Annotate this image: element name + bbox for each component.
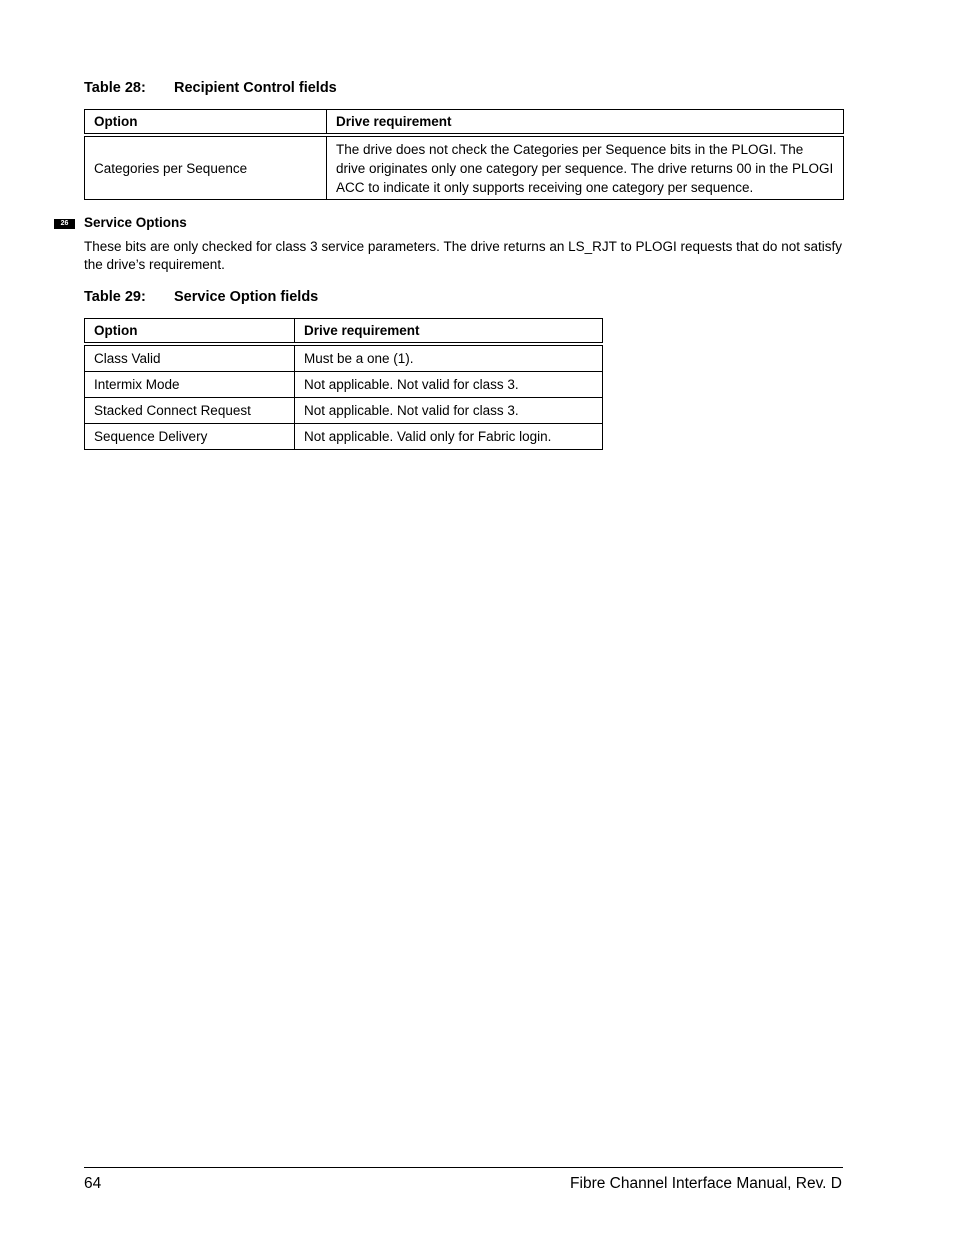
table-28-number: Table 28: xyxy=(84,80,146,96)
table-header-row xyxy=(85,110,844,136)
table-28-caption xyxy=(84,80,337,96)
table-29-title: Service Option fields xyxy=(174,289,319,305)
option-cell: Sequence Delivery xyxy=(85,424,295,450)
table-row xyxy=(85,372,603,398)
requirement-cell: Not applicable. Not valid for class 3. xyxy=(295,398,603,424)
requirement-cell: Not applicable. Valid only for Fabric login. xyxy=(295,424,603,450)
column-header-option: Option xyxy=(85,319,295,345)
option-cell: Intermix Mode xyxy=(85,372,295,398)
table-28-title: Recipient Control fields xyxy=(174,80,337,96)
column-header-drive-requirement: Drive requirement xyxy=(327,110,844,136)
table-header-row xyxy=(85,319,603,345)
requirement-cell: Not applicable. Not valid for class 3. xyxy=(295,372,603,398)
recipient-control-table xyxy=(84,109,844,200)
table-29-number: Table 29: xyxy=(84,289,146,305)
footer-divider xyxy=(84,1167,843,1168)
section-heading: Service Options xyxy=(84,215,187,230)
page-number: 64 xyxy=(84,1175,102,1192)
option-cell: Class Valid xyxy=(85,344,295,372)
column-header-option: Option xyxy=(85,110,327,136)
table-row xyxy=(85,424,603,450)
table-row xyxy=(85,344,603,372)
section-number-badge: 26 xyxy=(54,219,75,229)
option-cell: Categories per Sequence xyxy=(85,135,327,200)
table-29-caption xyxy=(84,289,318,305)
table-row xyxy=(85,135,844,200)
option-cell: Stacked Connect Request xyxy=(85,398,295,424)
body-paragraph: These bits are only checked for class 3 service parameters. The drive returns an LS_RJT to PLOGI requests that do not satisfy the drive’s requirement. xyxy=(84,239,842,272)
table-row xyxy=(85,398,603,424)
document-title: Fibre Channel Interface Manual, Rev. D xyxy=(570,1175,842,1192)
column-header-drive-requirement: Drive requirement xyxy=(295,319,603,345)
requirement-cell: Must be a one (1). xyxy=(295,344,603,372)
service-option-table xyxy=(84,318,603,450)
requirement-cell: The drive does not check the Categories per Sequence bits in the PLOGI. The drive originates only one category per sequence. The drive returns 00 in the PLOGI ACC to indicate it only supports receiving one category per sequence. xyxy=(327,135,844,200)
